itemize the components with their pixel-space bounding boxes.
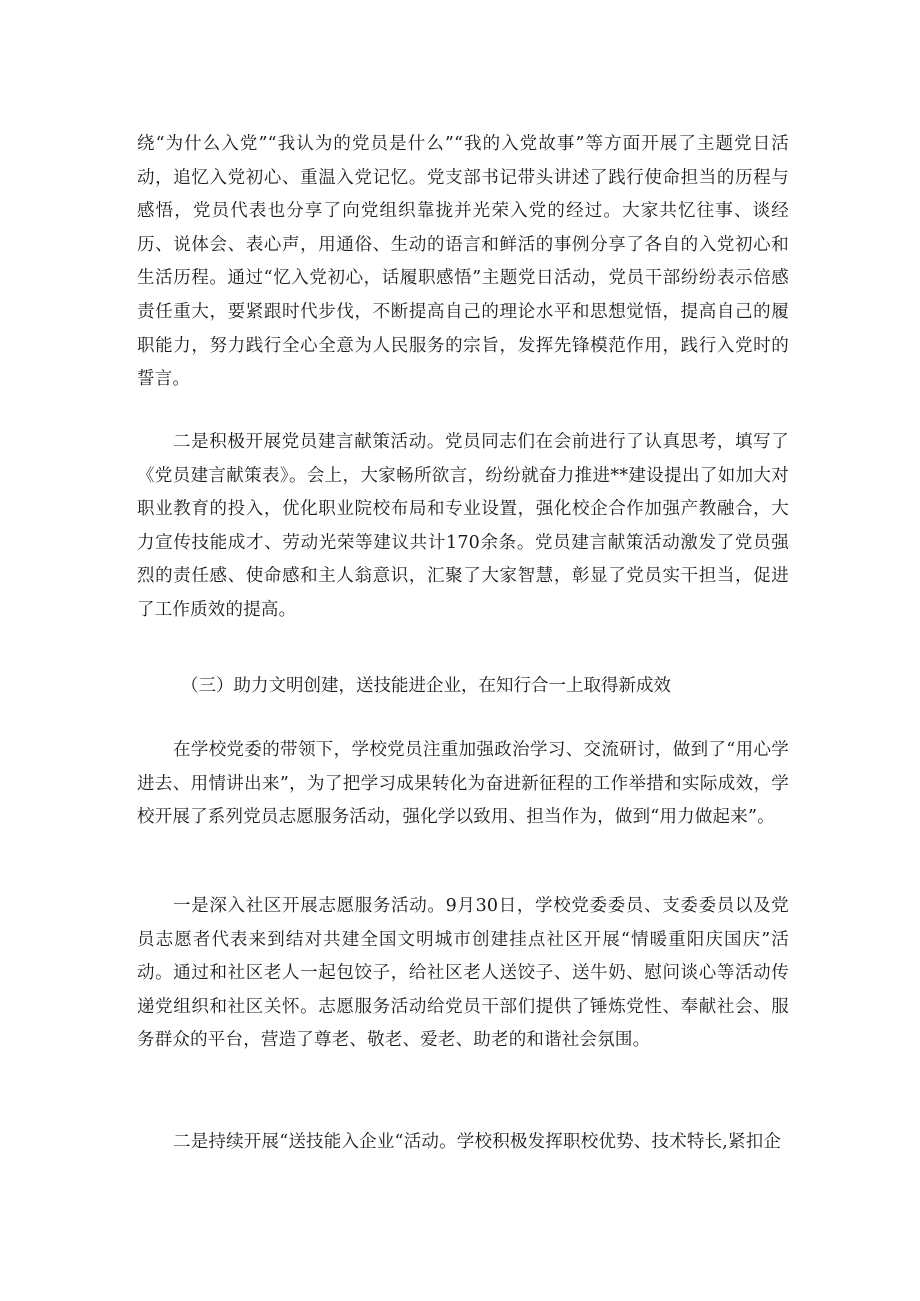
paragraph-suggestions-activity: 二是积极开展党员建言献策活动。党员同志们在会前进行了认真思考，填写了《党员建言献策表》。会上，大家畅所欲言，纷纷就奋力推进**建设提出了如加大对职业教育的投入，优化职业院校布局和专业设置，强化校企合作加强产教融合，大力宣传技能成才、劳动光荣等建议共计170余条。党员建言献策活动激发了党员强烈的责任感、使命感和主人翁意识，汇聚了大家智慧，彰显了党员实干担当，促进了工作质效的提高。 — [137, 432, 789, 620]
paragraph-community-volunteer: 一是深入社区开展志愿服务活动。9月30日，学校党委委员、支委委员以及党员志愿者代表来到结对共建全国文明城市创建挂点社区开展“情暖重阳庆国庆”活动。通过和社区老人一起包饺子，给社区老人送饺子、送牛奶、慰问谈心等活动传递党组织和社区关怀。志愿服务活动给党员干部们提供了锤炼党性、奉献社会、服务群众的平台，营造了尊老、敬老、爱老、助老的和谐社会氛围。 — [137, 896, 789, 1051]
section-heading-three: （三）助力文明创建，送技能进企业，在知行合一上取得新成效 — [181, 676, 671, 696]
paragraph-skills-to-enterprise: 二是持续开展“送技能入企业“活动。学校积极发挥职校优势、技术特长,紧扣企 — [173, 1132, 782, 1152]
paragraph-volunteer-intro: 在学校党委的带领下，学校党员注重加强政治学习、交流研讨，做到了“用心学进去、用情讲出来”，为了把学习成果转化为奋进新征程的工作举措和实际成效，学校开展了系列党员志愿服务活动，强化学以致用、担当作为，做到“用力做起来”。 — [137, 740, 789, 828]
paragraph-theme-day-activity: 绕“为什么入党”“我认为的党员是什么”“我的入党故事”等方面开展了主题党日活动，追忆入党初心、重温入党记忆。党支部书记带头讲述了践行使命担当的历程与感悟，党员代表也分享了向党组织靠拢并光荣入党的经过。大家共忆往事、谈经历、说体会、表心声，用通俗、生动的语言和鲜活的事例分享了各自的入党初心和生活历程。通过“忆入党初心，话履职感悟”主题党日活动，党员干部纷纷表示倍感责任重大，要紧跟时代步伐，不断提高自己的理论水平和思想觉悟，提高自己的履职能力，努力践行全心全意为人民服务的宗旨，发挥先锋模范作用，践行入党时的誓言。 — [137, 134, 789, 390]
